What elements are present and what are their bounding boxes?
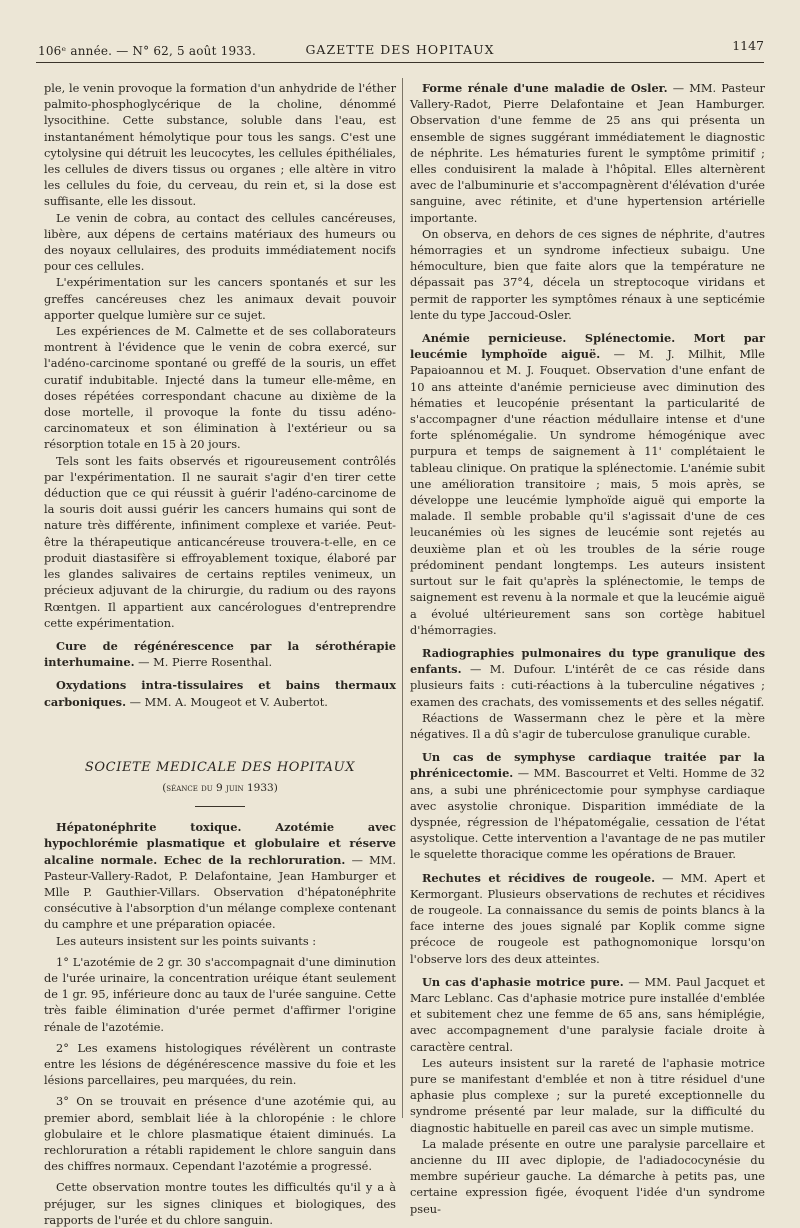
article-radiographies xyxy=(410,645,765,710)
article-title: Forme rénale d'une maladie de Osler. xyxy=(422,81,668,95)
article-title: Anémie pernicieuse. Splénectomie. Mort par leucémie lymphoïde aiguë. xyxy=(410,331,765,362)
paragraph: La malade présente en outre une paralysie parcellaire et ancienne du III avec diplopie, de l'adiadococynésie du membre supérieur gauche. La démarche à petits pas, une certaine expression figée, évoquent l'idée d'un syndrome pseu- xyxy=(410,1136,765,1216)
article-title: Un cas d'aphasie motrice pure. xyxy=(422,974,624,989)
article-body: — MM. Bascourret et Velti. Homme de 32 ans, a subi une phrénicectomie pour symphyse cardiaque avec asystolie chronique. Disparition immédiate de la dyspnée, régression de l'hépatomégalie, cessation de l'état asystolique. Cette intervention a l'avantage de ne pas mutiler le squelette thoracique comme les opérations de Brauer. xyxy=(410,766,765,862)
article-title: Un cas de symphyse cardiaque traitée par la phrénicectomie. xyxy=(410,750,765,781)
paragraph: ple, le venin provoque la formation d'un anhydride de l'éther palmito-phosphoglycérique de la choline, dénommé lysocithine. Cette substance, soluble dans l'eau, est instantanément hémolytique pour tous les sangs. C'est une cytolysine qui détruit les leucocytes, les cellules épithéliales, les cellules de divers tissus ou organes ; elle altère in vitro les cellules du foie, du cerveau, du rein et, si la dose est suffisante, elle les dissout. xyxy=(44,81,396,209)
article-hepatonephrite xyxy=(44,819,396,932)
article-body: — MM. Pasteur Vallery-Radot, Pierre Delafontaine et Jean Hamburger. Observation d'une femme de 25 ans qui présenta un ensemble de signes suggérant immédiatement le diagnostic de néphrite. Les hématuries furent le symptôme primitif ; elles conduisirent la malade à l'hôpital. Elles alternèrent avec de l'albuminurie et s'accompagnèrent d'élévation d'urée sanguine, avec rétinite, et d'une hypertension artérielle importante. xyxy=(410,81,765,225)
page-number: 1147 xyxy=(732,38,764,53)
article-body: — M. J. Milhit, Mlle Papaioannou et M. J. Fouquet. Observation d'une enfant de 10 ans atteinte d'anémie pernicieuse avec diminution des hématies et leucopénie présentant la particularité de s'accompagner d'une réaction médullaire intense et d'une forte splénomégalie. Un syndrome hémogénique avec purpura et temps de saignement à 11' complétaient le tableau clinique. On pratique la splénectomie. L'anémie subit une amélioration transitoire ; mais, 5 mois après, se développe une leucémie lymphoïde aiguë qui emporte la malade. Il semble probable qu'il s'agissait d'une de ces leucanémies où les signes de leucémie sont rejetés au deuxième plan et où les troubles de la série rouge prédominent pendant longtemps. Les auteurs insistent surtout sur le fait qu'après la splénectomie, le temps de saignement est revenu à la normale et que la leucémie aiguë a évolué ultérieurement sans son cortège habituel d'hémorragies. xyxy=(410,347,765,637)
paragraph: Les auteurs insistent sur la rareté de l'aphasie motrice pure se manifestant d'emblée et non à titre résiduel d'une aphasie plus complexe ; sur la pureté exceptionnelle du syndrome présenté par leur malade, sur la difficulté du diagnostic habituelle en pareil cas avec un simple mutisme. xyxy=(410,1055,765,1135)
article-anemie xyxy=(410,330,765,638)
paragraph: On observa, en dehors de ces signes de néphrite, d'autres hémorragies et un syndrome infectieux subaigu. Une hémoculture, bien que faite alors que la température ne dépassait pas 37°4, décela un streptocoque viridans et permit de rapporter les symptômes rénaux à une septicémie lente du type Jaccoud-Osler. xyxy=(410,226,765,322)
article-symphyse xyxy=(410,749,765,862)
paragraph: L'expérimentation sur les cancers spontanés et sur les greffes cancéreuses chez les animaux devait pouvoir apporter quelque lumière sur ce sujet. xyxy=(44,275,396,322)
article-authors: — MM. A. Mougeot et V. Aubertot. xyxy=(129,694,328,709)
numbered-point: 1° L'azotémie de 2 gr. 30 s'accompagnait d'une diminution de l'urée urinaire, la concentration uréique étant seulement de 1 gr. 95, inférieure donc au taux de l'urée sanguine. Cette très faible élimination d'urée permet d'affirmer l'origine rénale de l'azotémie. xyxy=(44,954,396,1034)
section-title: SOCIETE MEDICALE DES HOPITAUX xyxy=(84,759,356,775)
paragraph: Les auteurs insistent sur les points suivants : xyxy=(56,933,317,948)
paragraph: Réactions de Wassermann chez le père et la mère négatives. Il a dû s'agir de tuberculose granulique curable. xyxy=(410,710,765,741)
left-column xyxy=(44,80,396,1228)
article-body: — M. Dufour. L'intérêt de ce cas réside dans plusieurs faits : cuti-réactions à la tuberculine négatives ; examen des crachats, des vomissements et des selles négatif. xyxy=(410,662,766,709)
paragraph: Tels sont les faits observés et rigoureusement contrôlés par l'expérimentation. Il ne saurait s'agir d'en tirer cette déduction que ce qui réussit à guérir l'adéno-carcinome de la souris doit aussi guérir les cancers humains qui sont de nature très différente, infiniment complexe et variée. Peut-être la thérapeutique anticancéreuse trouvera-t-elle, en ce produit diastasifère si effroyablement toxique, élaboré par les glandes salivaires de certains reptiles venimeux, un précieux adjuvant de la chirurgie, du radium ou des rayons Rœntgen. Il appartient aux cancérologues d'entreprendre cette expérimentation. xyxy=(44,453,396,630)
journal-title: GAZETTE DES HOPITAUX xyxy=(305,42,495,57)
right-column xyxy=(410,80,765,1217)
article-mougeot xyxy=(44,677,396,709)
column-divider xyxy=(402,78,403,1118)
article-body: — MM. Paul Jacquet et Marc Leblanc. Cas d'aphasie motrice pure installée d'emblée et subitement chez une femme de 65 ans, sans hémiplégie, avec accompagnement d'une paralysie faciale droite à caractère central. xyxy=(410,974,765,1054)
article-title: Hépatonéphrite toxique. Azotémie avec hypochlorémie plasmatique et globulaire et réserve alcaline normale. Echec de la rechloruration. xyxy=(44,820,396,867)
numbered-point: 2° Les examens histologiques révélèrent un contraste entre les lésions de dégénérescence massive du foie et les lésions parcellaires, peu marquées, du rein. xyxy=(44,1040,396,1088)
article-osler xyxy=(410,80,765,226)
article-title: Radiographies pulmonaires du type granulique des enfants. xyxy=(410,645,765,677)
article-title: Cure de régénérescence par la sérothérapie interhumaine. xyxy=(44,638,396,670)
article-title: Oxydations intra-tissulaires et bains thermaux carboniques. xyxy=(44,678,396,709)
page-header xyxy=(36,34,764,63)
article-rougeole xyxy=(410,870,765,967)
section-subtitle: (séance du 9 juin 1933) xyxy=(162,781,278,794)
article-aphasie xyxy=(410,974,765,1055)
paragraph: Cette observation montre toutes les difficultés qu'il y a à préjuger, sur les signes cliniques et biologiques, des rapports de l'urée et du chlore sanguin. xyxy=(44,1180,396,1227)
paragraph: Les expériences de M. Calmette et de ses collaborateurs montrent à l'évidence que le venin de cobra exercé, sur l'adéno-carcinome spontané ou greffé de la souris, un effet curatif indubitable. Injecté dans la tumeur elle-même, en doses répétées correspondant chacune au dixième de la dose mortelle, il provoque la fonte du tissu adéno-carcinomateux et son élimination à l'extérieur ou sa résorption totale en 15 à 20 jours. xyxy=(44,324,396,452)
paragraph: Le venin de cobra, au contact des cellules cancéreuses, libère, aux dépens de certains matériaux des humeurs ou des noyaux cellulaires, des produits immédiatement nocifs pour ces cellules. xyxy=(44,210,396,274)
article-title: Rechutes et récidives de rougeole. xyxy=(422,870,656,885)
article-body: — MM. Pasteur-Vallery-Radot, P. Delafontaine, Jean Hamburger et Mlle P. Gauthier-Villars. Observation d'hépatonéphrite consécutive à l'absorption d'un mélange complexe contenant du camphre et une préparation opiacée. xyxy=(44,852,397,932)
numbered-point: 3° On se trouvait en présence d'une azotémie qui, au premier abord, semblait liée à la chloropénie : le chlore globulaire et le chlore plasmatique étaient diminués. La rechloruration a rétabli rapidement le chlore sanguin dans des chiffres normaux. Cependant l'azotémie a progressé. xyxy=(44,1094,396,1174)
section-rule xyxy=(195,806,245,807)
article-authors: — M. Pierre Rosenthal. xyxy=(138,655,273,670)
issue-info: 106ᵉ année. — N° 62, 5 août 1933. xyxy=(38,44,256,58)
article-rosenthal xyxy=(44,638,396,670)
article-body: — MM. Apert et Kermorgant. Plusieurs observations de rechutes et récidives de rougeole. La connaissance du semis de points blancs à la face interne des joues signalé par Koplik comme signe précoce de rougeole est pathognomonique lorsqu'on l'observe lors des deux atteintes. xyxy=(410,870,765,966)
